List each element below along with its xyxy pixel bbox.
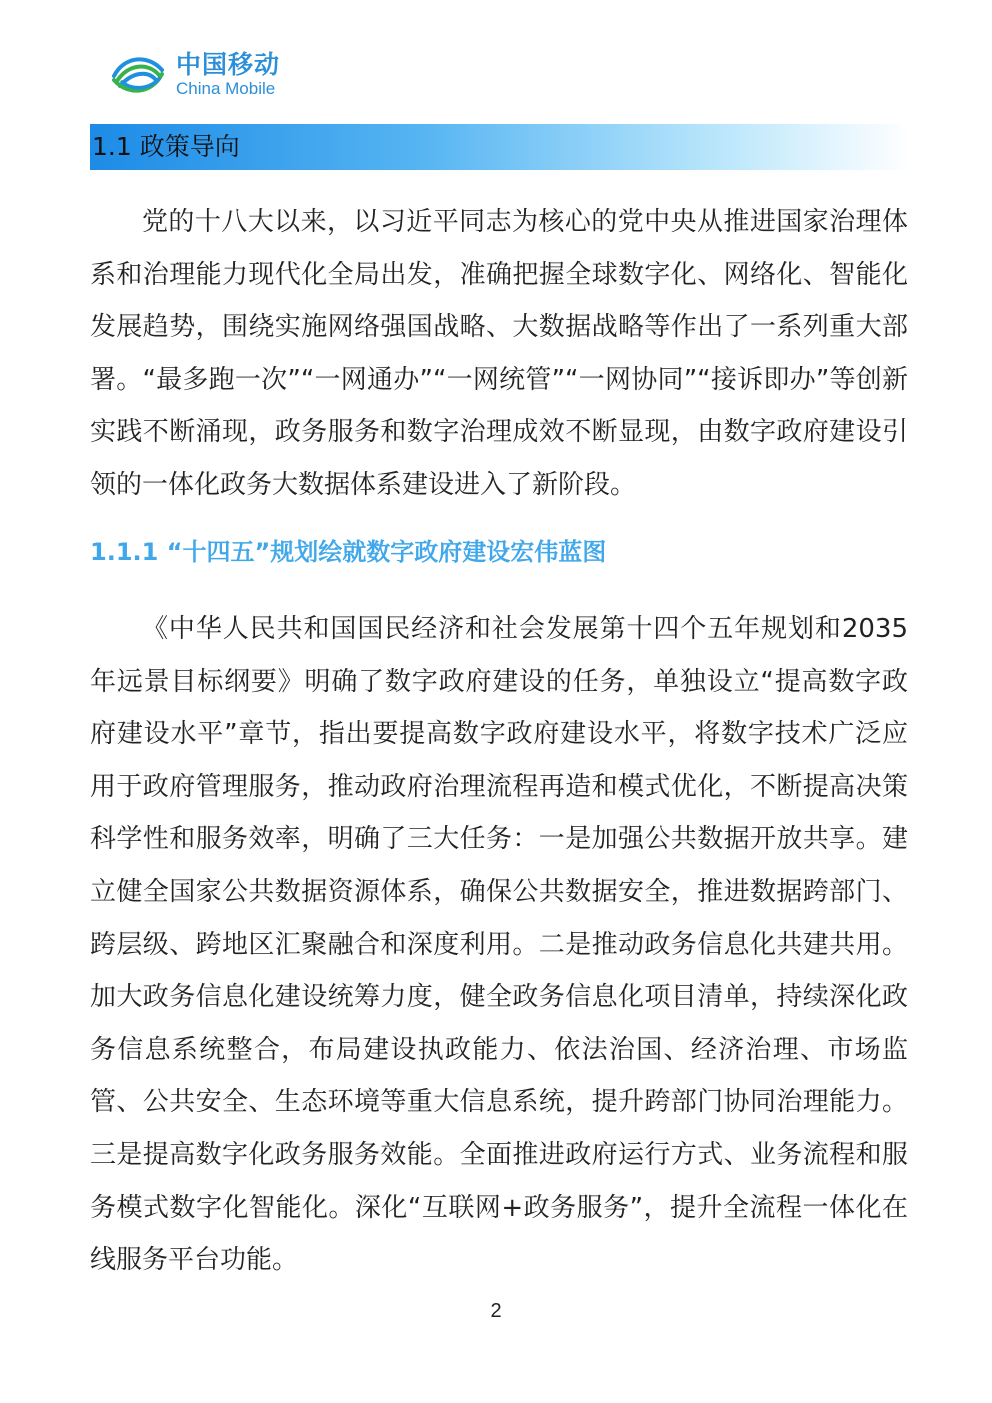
logo-chinese-name: 中国移动 — [176, 50, 281, 79]
china-mobile-logo — [108, 46, 280, 104]
subsection-heading: 1.1.1 “十四五”规划绘就数字政府建设宏伟蓝图 — [90, 538, 607, 566]
china-mobile-logo-icon — [108, 46, 168, 104]
page-number: 2 — [490, 1300, 502, 1322]
subsection-paragraph: 《中华人民共和国国民经济和社会发展第十四个五年规划和2035年远景目标纲要》明确了数字政府建设的任务，单独设立“提高数字政府建设水平”章节，指出要提高数字政府建设水平，将数字技术广泛应用于政府管理服务，推动政府治理流程再造和模式优化，不断提高决策科学性和服务效率，明确了三大任务：一是加强公共数据开放共享。建立健全国家公共数据资源体系，确保公共数据安全，推进数据跨部门、跨层级、跨地区汇聚融合和深度利用。二是推动政务信息化共建共用。加大政务信息化建设统筹力度，健全政务信息化项目清单，持续深化政务信息系统整合，布局建设执政能力、依法治国、经济治理、市场监管、公共安全、生态环境等重大信息系统，提升跨部门协同治理能力。三是提高数字化政务服务效能。全面推进政府运行方式、业务流程和服务模式数字化智能化。深化“互联网+政务服务”，提升全流程一体化在线服务平台功能。 — [90, 614, 908, 1276]
section-heading: 1.1 政策导向 — [92, 132, 240, 161]
logo-english-name: China Mobile — [176, 79, 276, 98]
section-paragraph: 党的十八大以来，以习近平同志为核心的党中央从推进国家治理体系和治理能力现代化全局出发，准确把握全球数字化、网络化、智能化发展趋势，围绕实施网络强国战略、大数据战略等作出了一系列重大部署。“最多跑一次”“一网通办”“一网统管”“一网协同”“接诉即办”等创新实践不断涌现，政务服务和数字治理成效不断显现，由数字政府建设引领的一体化政务大数据体系建设进入了新阶段。 — [90, 207, 908, 500]
logo-wordmark — [176, 51, 280, 99]
